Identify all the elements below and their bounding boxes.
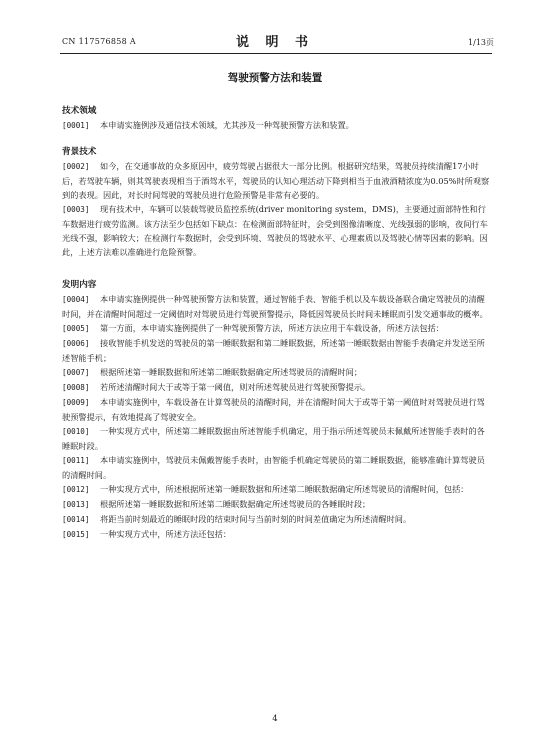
paragraph	[62, 292, 492, 321]
paragraph-text: 根据所述第一睡眠数据和所述第二睡眠数据确定所述驾驶员的各睡眠时段；	[100, 499, 371, 509]
paragraph-text: 将距当前时刻最近的睡眠时段的结束时间与当前时刻的时间差值确定为所述清醒时间。	[100, 514, 412, 524]
paragraph	[62, 424, 492, 453]
paragraph-text: 一种实现方式中，所述第二睡眠数据由所述智能手机确定，用于指示所述驾驶员未佩戴所述智能手表时的各睡眠时段。	[62, 426, 485, 451]
header-divider	[60, 53, 492, 54]
section-heading: 背景技术	[62, 147, 97, 157]
paragraph-number: [0009]	[62, 398, 90, 407]
paragraph-number: [0003]	[62, 205, 90, 214]
paragraph-number: [0014]	[62, 515, 90, 524]
paragraph-text: 接收智能手机发送的驾驶员的第一睡眠数据和第二睡眠数据，所述第一睡眠数据由智能手表确定并发送至所述智能手机；	[62, 338, 485, 363]
paragraph-number: [0012]	[62, 485, 90, 494]
page-number: 4	[272, 714, 278, 724]
paragraph-number: [0010]	[62, 427, 90, 436]
paragraph	[62, 202, 492, 259]
paragraph-text: 本申请实施例涉及通信技术领域，尤其涉及一种驾驶预警方法和装置。	[100, 120, 354, 130]
paragraph	[62, 512, 492, 527]
paragraph-number: [0001]	[62, 121, 90, 130]
paragraph	[62, 118, 492, 133]
paragraph-number: [0002]	[62, 162, 90, 171]
publication-number: CN 117576858 A	[62, 37, 136, 46]
paragraph-number: [0007]	[62, 368, 90, 377]
paragraph-text: 第一方面，本申请实施例提供了一种驾驶预警方法，所述方法应用于车载设备，所述方法包括：	[100, 323, 444, 333]
document-title: 驾驶预警方法和装置	[227, 72, 323, 84]
paragraph-text: 如今，在交通事故的众多原因中，疲劳驾驶占据很大一部分比例。根据研究结果，驾驶员持续清醒17小时后，若驾驶车辆，则其驾驶表现相当于酒驾水平，驾驶员的认知心理活动下降到相当于血液酒精浓度为0.05%时所观察到的表现。因此，对长时间驾驶的驾驶员进行危险预警是非常有必要的。	[62, 161, 490, 200]
paragraph-number: [0004]	[62, 295, 90, 304]
page-reference: 1/13页	[468, 38, 494, 47]
paragraph	[62, 336, 492, 365]
document-type: 说 明 书	[235, 35, 315, 50]
paragraph	[62, 365, 492, 380]
paragraph-text: 本申请实施例中，驾驶员未佩戴智能手表时，由智能手机确定驾驶员的第二睡眠数据，能够准确计算驾驶员的清醒时间。	[62, 455, 485, 480]
paragraph	[62, 395, 492, 424]
paragraph-number: [0015]	[62, 530, 90, 539]
paragraph	[62, 482, 492, 497]
paragraph-number: [0006]	[62, 339, 90, 348]
paragraph-text: 本申请实施例提供一种驾驶预警方法和装置，通过智能手表、智能手机以及车载设备联合确定驾驶员的清醒时间，并在清醒时间超过一定阈值时对驾驶员进行驾驶预警提示，降低因驾驶员长时间未睡眠而引发交通事故的概率。	[62, 294, 488, 319]
paragraph-text: 一种实现方式中，所述根据所述第一睡眠数据和所述第二睡眠数据确定所述驾驶员的清醒时间，包括：	[100, 484, 469, 494]
paragraph-text: 本申请实施例中，车载设备在计算驾驶员的清醒时间，并在清醒时间大于或等于第一阈值时对驾驶员进行驾驶预警提示，有效地提高了驾驶安全。	[62, 397, 485, 422]
paragraph-number: [0008]	[62, 383, 90, 392]
paragraph	[62, 321, 492, 336]
paragraph-number: [0005]	[62, 324, 90, 333]
section-heading: 发明内容	[62, 280, 97, 290]
paragraph-number: [0011]	[62, 456, 90, 465]
section-heading: 技术领域	[62, 106, 97, 116]
paragraph	[62, 497, 492, 512]
paragraph-text: 根据所述第一睡眠数据和所述第二睡眠数据确定所述驾驶员的清醒时间；	[100, 367, 363, 377]
paragraph-text: 一种实现方式中，所述方法还包括：	[100, 529, 232, 539]
paragraph	[62, 453, 492, 482]
paragraph	[62, 527, 492, 542]
paragraph-text: 若所述清醒时间大于或等于第一阈值，则对所述驾驶员进行驾驶预警提示。	[100, 382, 371, 392]
paragraph-text: 现有技术中，车辆可以装载驾驶员监控系统(driver monitoring system，DMS)，主要通过面部特性和行车数据进行疲劳监测。该方法至少包括如下缺点：在检测面部特征时，会受到图像清晰度、光线强弱的影响，夜间行车光线不强，影响较大；在检测行车数据时，会受到环境、驾驶员的驾驶水平、心理素质以及驾驶心情等因素的影响。因此，上述方法难以准确进行危险预警。	[62, 204, 488, 257]
paragraph	[62, 380, 492, 395]
paragraph-number: [0013]	[62, 500, 90, 509]
paragraph	[62, 159, 492, 202]
document-body	[62, 104, 492, 542]
